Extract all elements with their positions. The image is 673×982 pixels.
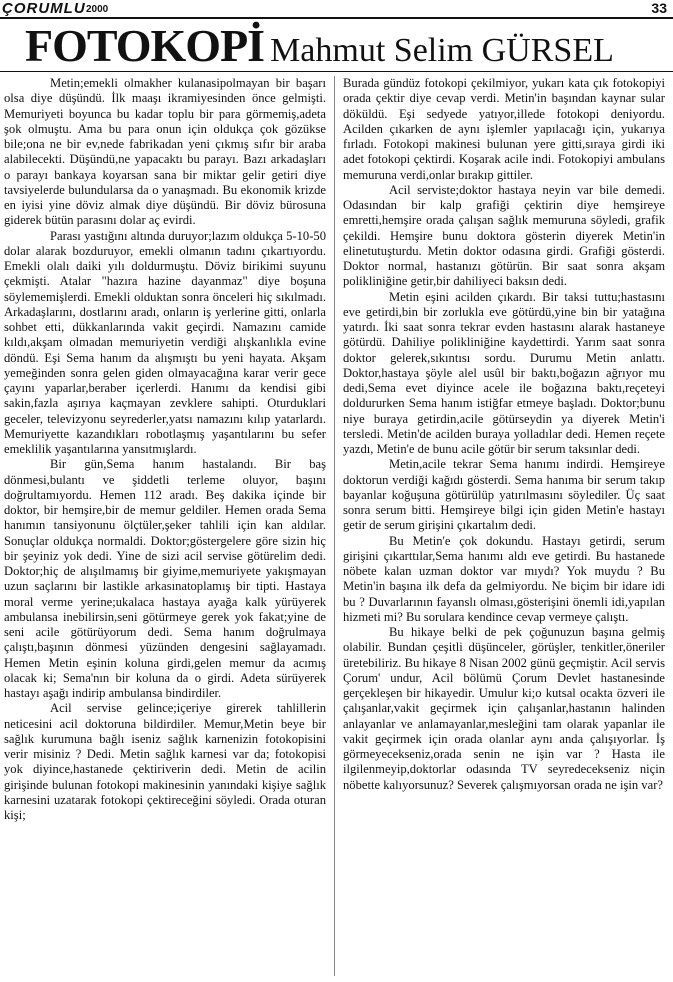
paragraph: Metin,acile tekrar Sema hanımı indirdi. Hemşireye doktorun verdiği kağıdı gösterdi. Sema hanıma bir serum takıp bayanlar koğuşuna götürülüp yatırılmasını söylediler. Üç saat sonra serum bitti. Hemşireye bilgi için giden Metin'e hastayı getir de serum girişini çıkartalım dedi. xyxy=(343,457,665,533)
article-title: FOTOKOPİ xyxy=(25,20,265,71)
issue-year: 2000 xyxy=(86,4,109,15)
left-column xyxy=(4,76,326,976)
article-heading xyxy=(25,22,614,70)
column-divider xyxy=(334,76,335,976)
paragraph: Parası yastığını altında duruyor;lazım oldukça 5-10-50 dolar alarak bozduruyor, emekli olmanın tadını çıkartıyordu. Emekli olalı daiki yılı doldurmuştu. Döviz birikimi suyunu çekmişti. Atalar "hazıra hazine dayanmaz" diye boşuna söylememişlerdi. Emekli olduktan sonra önceleri hiç sıkılmadı. Arkadaşlarını, dostlarını aradı, onların iş yerlerine gitti, onlarla sohbet etti, dükkanlarında vakit geçirdi. Namazını camide kıldı,akşam olmadan memuriyetin verdiği alışkanlıkla evine döndü. Eşi Sema hanım da alışmıştı bu yeni hayata. Akşam yemeğinden sonra gelen giden olmayacağına karar verir gece çayını yaparlar,beraber içerlerdi. Hanımı da kendisi gibi sakin,fazla aşırıya kaçmayan zevklere sahipti. Oturduklari geceler, televizyonu seyrederler,yatsı namazını kılıp yatarlardı. Memuriyette kazandıkları robotlaşmış yaşantılarını bu sefer emeklilik yaşantılarına yansıtmışlardı. xyxy=(4,228,326,456)
newspaper-logo: ÇORUMLU xyxy=(2,0,86,17)
header-divider xyxy=(0,17,673,19)
right-column xyxy=(343,76,665,976)
paragraph: Acil serviste;doktor hastaya neyin var bile demedi. Odasından bir kalp grafiği çektirin diye hemşireye emretti,hemşire orada çalışan sağlık memuruna söyledi, grafik çekildi. Hemşire bunu doktora gösterin diyerek Metin'in elinetutuşturdu. Metin doktor odasına girdi. Grafiği gösterdi. Doktor normal, hastanızı götürün. Bir saat sonra akşam polikliniğine getir,bir dahiliyeci baksın dedi. xyxy=(343,182,665,289)
page-header xyxy=(0,0,673,18)
title-divider xyxy=(0,71,673,72)
paragraph: Bu Metin'e çok dokundu. Hastayı getirdi, serum girişini çıkarttılar,Sema hanımı aldı eve getirdi. Bu hastanede nöbete kalan uzman doktor var mıydı? Yok muydu ? Bu Metin'in başına ilk defa da gelmiyordu. Ne biçim bir idare idi bu ? Duvarlarının fayanslı olması,gösterişini önemli idi,yapılan hizmeti mi? Bu sorulara kendince cevap vermeye çalıştı. xyxy=(343,533,665,624)
article-author: Mahmut Selim GÜRSEL xyxy=(270,32,614,69)
paragraph: Metin;emekli olmakher kulanasipolmayan bir başarı olsa diye düşündü. İlk maaşı ikramiyesinden önce gelmişti. Memuriyeti boyunca bu kadar toplu bir para görmemiş,adeta şok olmuştu. Ama bu para onun için oldukça çok gözükse bile;ona ne bir ev,nede fabrikadan yeni çıkmış sıfır bir araba alabilecekti. Düşündü,ne yapacaktı bu parayı. Bazı arkadaşları o parayı bankaya koyarsan sana bir miktar gelir getiri diye tavsiyelerde bulundularsa da o yanaşmadı. Bu ekonomik krizde en iyisi yine döviz almak diye düşündü. Bir döviz bürosuna giderek bütün parasını dolar aç evirdi. xyxy=(4,76,326,228)
paragraph: Acil servise gelince;içeriye girerek tahlillerin neticesini acil doktoruna bildirdiler. Memur,Metin beye bir sağlık kurumuna bağlı iseniz sağlık karnenizin fotokopisini verir misiniz ? Dedi. Metin sağlık karnesi var da; fotokopisi yok diyince,hastanede çektiriverin dedi. Metin de acilin girişinde bulunan fotokopi makinesinin yanındaki kişiye sağlık karnesini uzatarak fotokopi çektireceğini söyledi. Orada oturan kişi; xyxy=(4,701,326,822)
paragraph: Burada gündüz fotokopi çekilmiyor, yukarı kata çık fotokopiyi orada çektir diye cevap verdi. Metin'in başından kaynar sular döküldü. Eşi sedyede yatıyor,illede fotokopi deniyordu. Acilden çıkarken de aynı işlemler yapılacağı için, yukarıya fırladı. Fotokopi makinesi bulunan yere gitti,sıraya girdi iki adet fotokopi çektirdi. Koşarak acile indi. Fotokopiyi ambulans memuruna verdi,onlar bırakıp gittiler. xyxy=(343,76,665,182)
paragraph: Metin eşini acilden çıkardı. Bir taksi tuttu;hastasını eve getirdi,bin bir zorlukla eve götürdü,yine bin bir yatağına yatırdı. İki saat sonra tekrar evden hastasını alarak hastaneye götürdü. Dahiliye polikliniğine kaydettirdi. Yarım saat sonra doktor gelerek,sıkıntısı sordu. Durumu Metin anlattı. Doktor,hastaya şöyle alel usûl bir baktı,boğazın ağrıyor mu dedi,Sema evet diyince acele ile boğazına baktı,reçeteyi doldururken Sema hanım istiğfar etmeye başladı. Doktor;bunu niye buraya getirdin,acile götürseydin ya diyerek Metin'i tersledi. Metin'de acilden buraya yolladılar dedi. Hemen reçete yazdı, Metin'e de bunu acile götür bir serum taksınlar dedi. xyxy=(343,289,665,456)
paragraph: Bir gün,Sema hanım hastalandı. Bir baş dönmesi,bulantı ve şiddetli terleme oluyor, başını doğrultamıyordu. Hemen 112 aradı. Beş dakika içinde bir doktor, bir hemşire,bir de memur geldiler. Hemen orada Sema hanımın tansiyonunu ölçtüler,şeker tahlili için kan aldılar. Sonuçlar oldukça normaldi. Doktor;göstergelere göre sizin hiç bir şeyiniz yok dedi. Yine de sizi acil servise götürelim dedi. Doktor;hiç de alışılmamış bir giyime,memuriyete yakışmayan uzun saçlarını bir lastikle arkasınatoplamış bir tipti. Hastaya moral verme yerine;ukalaca hastaya ayağa kalk yürüyerek ambulansa inebilirsin,seni götürmeye gerek yok fakat;yine de seni acile götürüyorum dedi. Sema hanım doğrulmaya çalıştı,başının dönmesi yüzünden dengesini sağlayamadı. Hemen Metin eşinin koluna girdi,gelen memur da acımış olacak ki; Sema'nın bir koluna da o girdi. Adeta sürüyerek hastayı aşağı indirip ambulansa bindirdiler. xyxy=(4,457,326,700)
paragraph: Bu hikaye belki de pek çoğunuzun başına gelmiş olabilir. Bundan çeşitli düşünceler, görüşler, tenkitler,öneriler üretebiliriz. Bu hikaye 8 Nisan 2002 günü geçmiştir. Acil servis Çorum' undur, Acil bölümü Çorum Devlet hastanesinde gerçekleşen bir hikayedir. Umulur ki;o kutsal ocakta özveri ile çalışanlar,vakit geçirmek için çalışanlar,hastanın halinden anlayanlar ve anlamayanlar,mesleğini tam olarak yapanlar ile vakit geçirmek için orada olanlar aynı anda çalışıyorlar. İş görmeyecekseniz,orada senin ne işin var ? Hasta ile ilgilenmeyip,doktorlar odasında TV seyredecekseniz niçin nöbette kalıyorsunuz? Severek çalışmıyorsan orada ne işin var? xyxy=(343,625,665,792)
page-number: 33 xyxy=(651,0,667,16)
